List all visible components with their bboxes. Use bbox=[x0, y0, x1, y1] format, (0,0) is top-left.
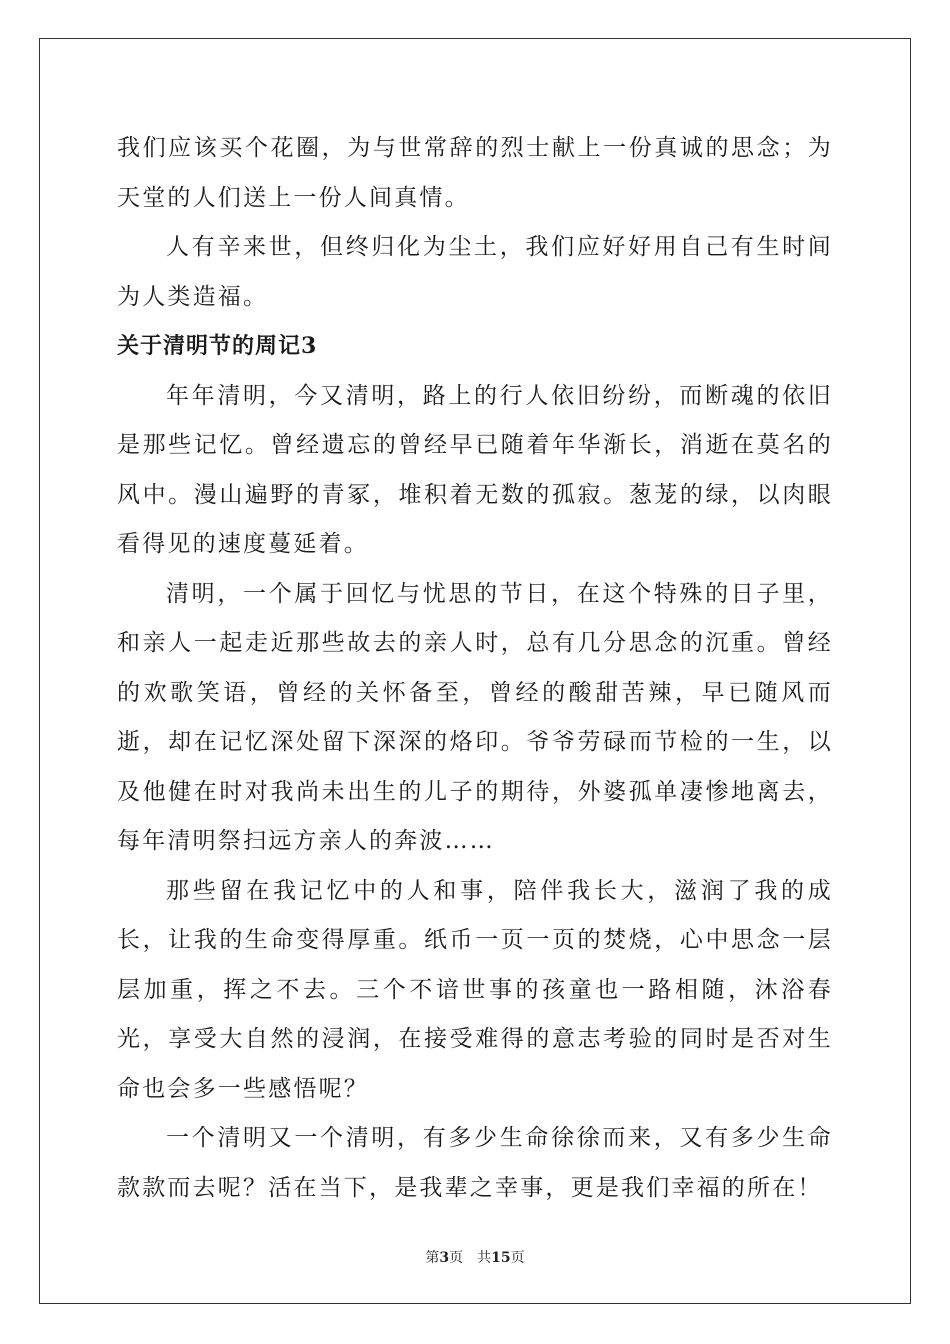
paragraph: 那些留在我记忆中的人和事，陪伴我长大，滋润了我的成长，让我的生命变得厚重。纸币一页一页的焚烧，心中思念一层层加重，挥之不去。三个不谙世事的孩童也一路相随，沐浴春光，享受大自然的浸润，在接受难得的意志考验的同时是否对生命也会多一些感悟呢？ bbox=[117, 877, 833, 1102]
page-number: 3 bbox=[439, 1250, 450, 1266]
section-title: 关于清明节的周记3 bbox=[117, 333, 318, 359]
total-pages: 15 bbox=[491, 1250, 511, 1266]
paragraph: 人有辛来世，但终归化为尘土，我们应好好用自己有生时间为人类造福。 bbox=[117, 234, 833, 310]
page-suffix: 页 bbox=[449, 1250, 464, 1266]
page-prefix: 第 bbox=[425, 1250, 440, 1266]
document-body bbox=[117, 124, 833, 1213]
paragraph: 年年清明，今又清明，路上的行人依旧纷纷，而断魂的依旧是那些记忆。曾经遗忘的曾经早已随着年华渐长，消逝在莫名的风中。漫山遍野的青冢，堆积着无数的孤寂。葱茏的绿，以肉眼看得见的速度蔓延着。 bbox=[117, 382, 833, 557]
paragraph: 一个清明又一个清明，有多少生命徐徐而来，又有多少生命款款而去呢？活在当下，是我辈之幸事，更是我们幸福的所在！ bbox=[117, 1125, 833, 1201]
paragraph: 我们应该买个花圈，为与世常辞的烈士献上一份真诚的思念；为天堂的人们送上一份人间真情。 bbox=[117, 135, 833, 211]
page-footer bbox=[0, 1247, 950, 1267]
paragraph: 清明，一个属于回忆与忧思的节日，在这个特殊的日子里，和亲人一起走近那些故去的亲人时，总有几分思念的沉重。曾经的欢歌笑语，曾经的关怀备至，曾经的酸甜苦辣，早已随风而逝，却在记忆深处留下深深的烙印。爷爷劳碌而节检的一生，以及他健在时对我尚未出生的儿子的期待，外婆孤单凄惨地离去，每年清明祭扫远方亲人的奔波…… bbox=[117, 580, 833, 854]
total-suffix: 页 bbox=[510, 1250, 525, 1266]
total-prefix: 共 bbox=[477, 1250, 492, 1266]
